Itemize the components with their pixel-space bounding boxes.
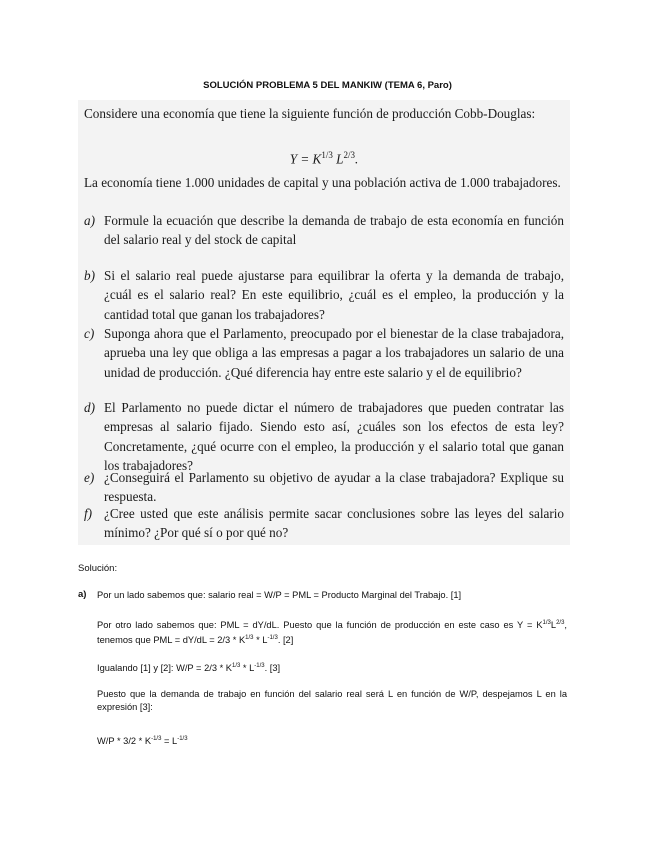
question-c: c) Suponga ahora que el Parlamento, preocupado por el bienestar de la clase trabajadora, aprueba una ley que obliga a las empresas a pagar a los trabajadores un salario de una unidad de producción. ¿Qué diferencia hay entre este salario y el de equilibrio? (84, 326, 564, 380)
question-d: d) El Parlamento no puede dictar el número de trabajadores que pueden contratar las empresas al salario fijado. Siendo esto así, ¿cuáles son los efectos de esta ley? Concretamente, ¿qué ocurre con el empleo, la producción y el salario total que ganan los trabajadores? (84, 400, 564, 473)
question-e: e) ¿Conseguirá el Parlamento su objetivo de ayudar a la clase trabajadora? Explique su respuesta. (84, 470, 564, 505)
problem-intro: Considere una economía que tiene la siguiente función de producción Cobb-Douglas: (84, 106, 536, 121)
problem-statement-image (78, 100, 570, 545)
solution-heading: Solución: (78, 563, 118, 574)
question-a: a) Formule la ecuación que describe la demanda de trabajo de esta economía en función del salario real y del stock de capital (84, 213, 564, 248)
solution-line-1: Por un lado sabemos que: salario real = W/P = PML = Producto Marginal del Trabajo. [1] (97, 590, 462, 600)
question-f: f) ¿Cree usted que este análisis permite sacar conclusiones sobre las leyes del salario mínimo? ¿Por qué sí o por qué no? (84, 506, 564, 541)
production-function-formula: $Y = K^{1/3}$ $L^{2/3}$. (289, 150, 359, 167)
solution-line-5: $W/P * 3/2 * K^{-1/3} = L^{-1/3}$ (97, 736, 188, 747)
solution-line-4: Puesto que la demanda de trabajo en función del salario real será L en función de W/P, despejamos L en la expresión [3]: (97, 689, 567, 712)
solution-line-2: Por otro lado sabemos que: PML = dY/dL. Puesto que la función de producción en este caso es $Y = K^{1/3}L^{2/3}$, tenemos que PML = $dY/dL = 2/3 * K^{1/3} * L^{-1/3}$. [2] (97, 620, 567, 646)
document-title: SOLUCIÓN PROBLEMA 5 DEL MANKIW (TEMA 6, Paro) (203, 80, 452, 91)
solution-a-label: a) (78, 589, 87, 600)
solution-line-3: Igualando [1] y [2]: $W/P = 2/3 * K^{1/3} * L^{-1/3}$. [3] (97, 663, 281, 674)
capital-statement: La economía tiene 1.000 unidades de capital y una población activa de 1.000 trabajadores. (84, 175, 561, 190)
question-b: b) Si el salario real puede ajustarse para equilibrar la oferta y la demanda de trabajo, ¿cuál es el salario real? En este equilibrio, ¿cuál es el empleo, la producción y la cantidad total que ganan los trabajadores? (84, 268, 564, 322)
